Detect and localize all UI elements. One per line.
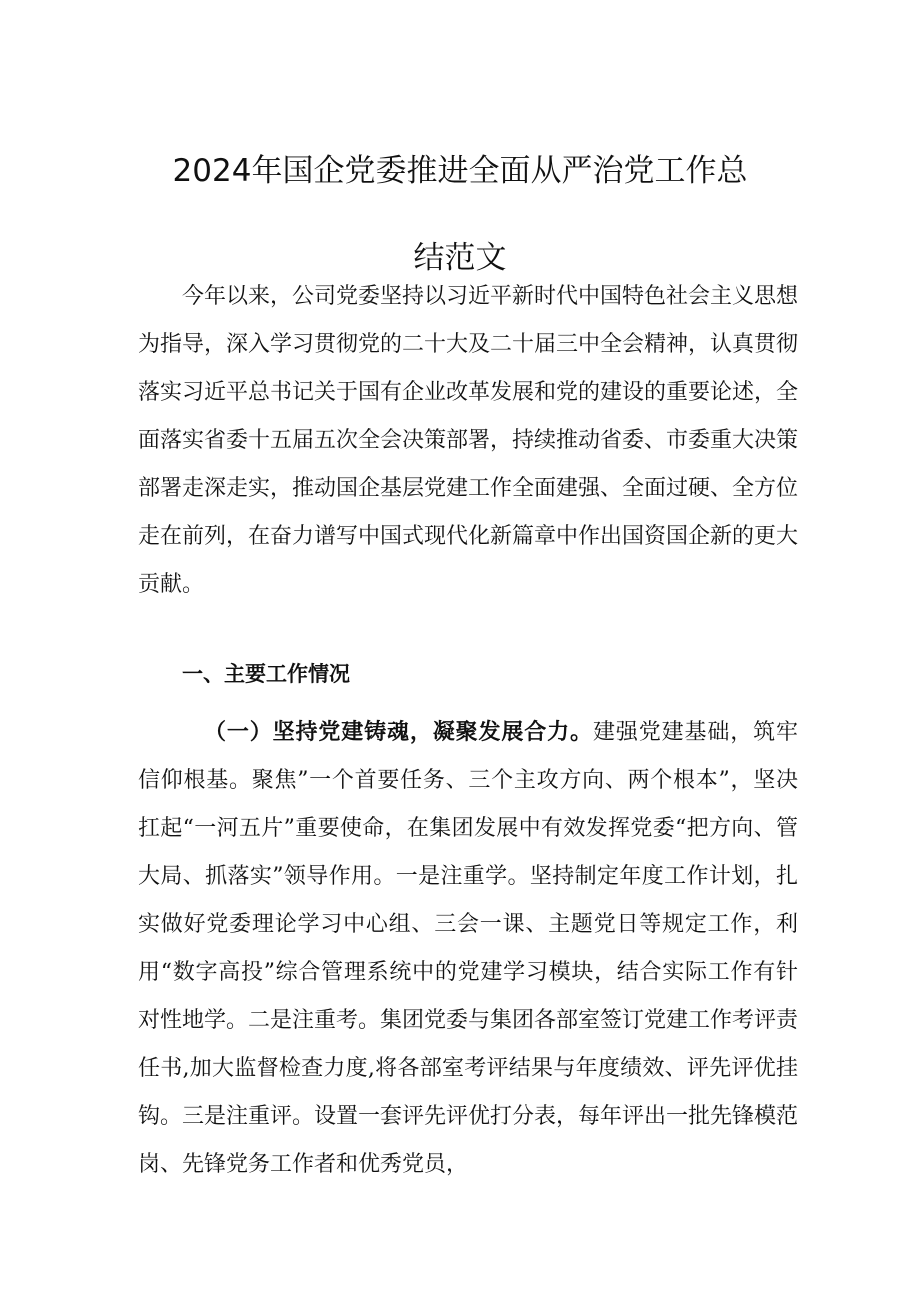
document-title-line-1: 2024年国企党委推进全面从严治党工作总	[172, 153, 748, 189]
paragraph-body-text: 建强党建基础，筑牢信仰根基。聚焦”一个首要任务、三个主攻方向、两个根本”，坚决扛起“一河五片”重要使命，在集团发展中有效发挥党委“把方向、管大局、抓落实”领导作用。一是注重学。坚持制定年度工作计划，扎实做好党委理论学习中心组、三会一课、主题党日等规定工作，利用“数字高投”综合管理系统中的党建学习模块，结合实际工作有针对性地学。二是注重考。集团党委与集团各部室签订党建工作考评责任书,加大监督检查力度,将各部室考评结果与年度绩效、评先评优挂钩。三是注重评。设置一套评先评优打分表，每年评出一批先锋模范岗、先锋党务工作者和优秀党员，	[138, 720, 799, 1177]
intro-paragraph: 今年以来，公司党委坚持以习近平新时代中国特色社会主义思想为指导，深入学习贯彻党的二十大及二十届三中全会精神，认真贯彻落实习近平总书记关于国有企业改革发展和党的建设的重要论述，全面落实省委十五届五次全会决策部署，持续推动省委、市委重大决策部署走深走实，推动国企基层党建工作全面建强、全面过硬、全方位走在前列，在奋力谱写中国式现代化新篇章中作出国资国企新的更大贡献。	[138, 284, 799, 597]
section-heading-main-work: 一、主要工作情况	[182, 662, 350, 686]
paragraph-lead-heading: （一）坚持党建铸魂，凝聚发展合力。	[204, 720, 593, 745]
paragraph-party-building	[138, 709, 798, 1189]
document-title-line-2: 结范文	[413, 240, 507, 276]
